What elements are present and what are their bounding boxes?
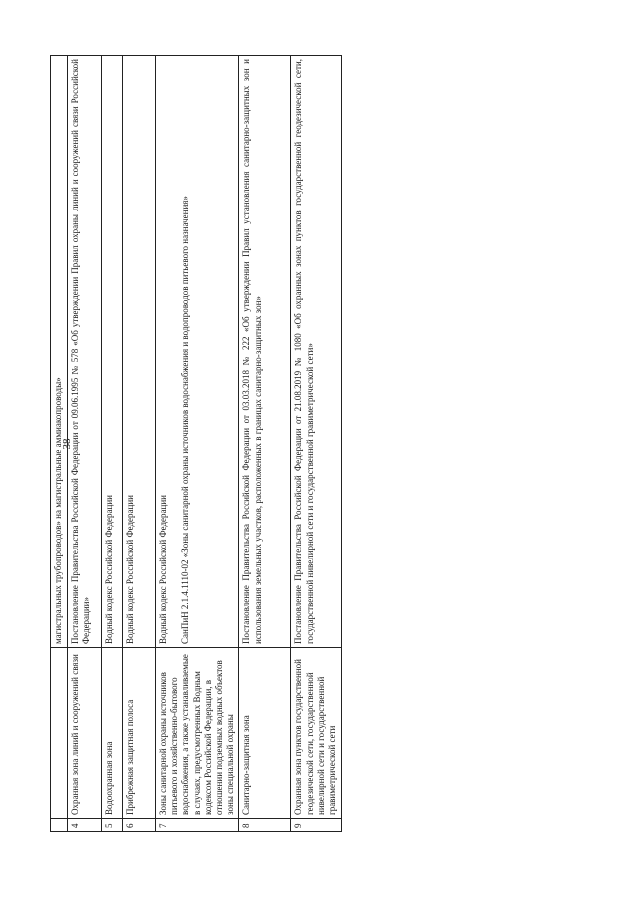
row-number: 8 [239,819,291,832]
row-number: 6 [123,819,156,832]
zone-name: Прибрежная защитная полоса [123,648,156,819]
row-number: 7 [156,819,239,832]
table-row [68,56,102,832]
legal-basis: магистральных трубопроводов» на магистральные аммиакопроводы» [51,56,68,648]
table-wrap [50,56,341,832]
page-number: 38 [61,438,73,450]
zone-name: Водоохранная зона [102,648,123,819]
legal-basis: Водный кодекс Российской Федерации [102,56,123,648]
legal-basis: Постановление Правительства Российской Федерации от 09.06.1995 № 578 «Об утверждении Правил охраны линий и сооружений связи Российской Федерации» [68,56,102,648]
zones-table [50,55,342,832]
table-row [156,56,239,832]
table-row [291,56,342,832]
legal-basis: Водный кодекс Российской Федерации [123,56,156,648]
zone-name: Санитарно-защитная зона [239,648,291,819]
table-row [51,56,68,832]
rotated-table-area [50,56,341,832]
legal-basis: Постановление Правительства Российской Федерации от 21.08.2019 № 1080 «Об охранных зонах пунктов государственной геодезической сети, государственной нивелирной сети и государственной гравиметрической сети» [291,56,342,648]
row-number: 5 [102,819,123,832]
row-number: 4 [68,819,102,832]
zone-name: Охранная зона линий и сооружений связи [68,648,102,819]
table-row [102,56,123,832]
zone-name: Зоны санитарной охраны источников питьевого и хозяйственно-бытового водоснабжения, а также устанавливаемые в случаях, предусмотренных Водным кодексом Российской Федерации, в отношении подземных водных объектов зоны специальной охраны [156,648,239,819]
table-row [123,56,156,832]
table-row [239,56,291,832]
legal-basis-line: Водный кодекс Российской Федерации [158,495,168,644]
zone-name [51,648,68,819]
legal-basis [156,56,239,648]
zone-name: Охранная зона пунктов государственной геодезической сети, государственной нивелирной сети и государственной гравиметрической сети [291,648,342,819]
legal-basis: Постановление Правительства Российской Федерации от 03.03.2018 № 222 «Об утверждении Правил установления санитарно-защитных зон и использования земельных участков, расположенных в границах санитарно-защитных зон» [239,56,291,648]
legal-basis-line: СанПиН 2.1.4.1110-02 «Зоны санитарной охраны источников водоснабжения и водопроводов питьевого назначения» [180,196,191,644]
row-number: 9 [291,819,342,832]
row-number [51,819,68,832]
